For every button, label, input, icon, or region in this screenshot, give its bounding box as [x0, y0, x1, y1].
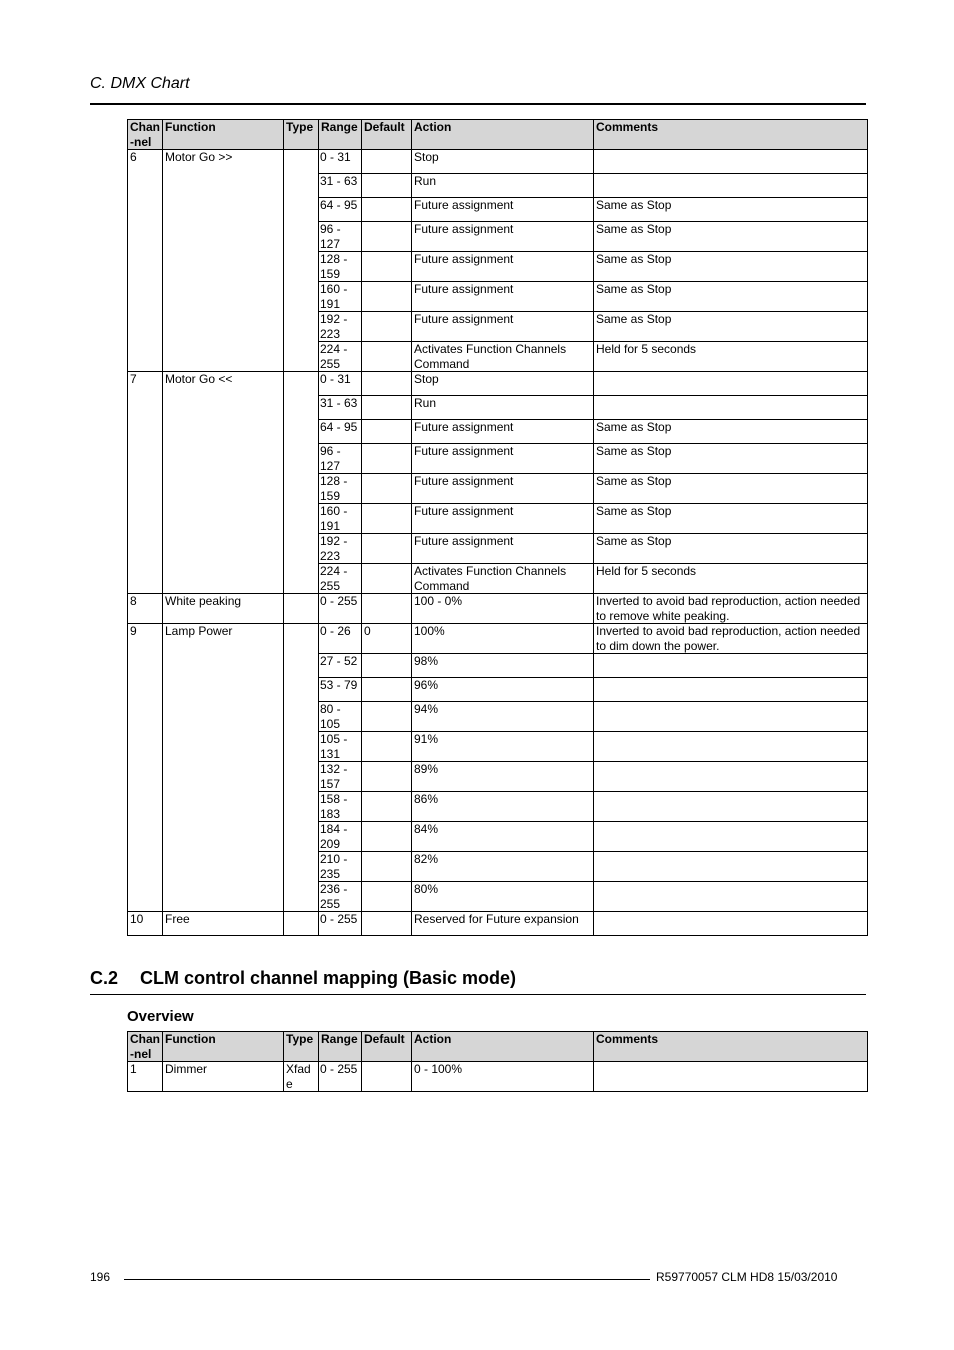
cell-comments: Inverted to avoid bad reproduction, action needed to dim down the power. — [594, 624, 868, 654]
cell-action: Activates Function Channels Command — [412, 564, 594, 594]
cell-action: 98% — [412, 654, 594, 678]
cell-range: 158 - 183 — [319, 792, 362, 822]
header-function: Function — [163, 120, 284, 150]
cell-default — [362, 852, 412, 882]
cell-comments: Held for 5 seconds — [594, 564, 868, 594]
cell-action: Future assignment — [412, 222, 594, 252]
cell-default — [362, 678, 412, 702]
cell-default — [362, 372, 412, 396]
header-default: Default — [362, 120, 412, 150]
cell-action: Run — [412, 396, 594, 420]
cell-comments — [594, 396, 868, 420]
cell-range: 31 - 63 — [319, 174, 362, 198]
cell-comments — [594, 678, 868, 702]
cell-action: 100% — [412, 624, 594, 654]
cell-default — [362, 564, 412, 594]
cell-range: 128 - 159 — [319, 474, 362, 504]
overview-table — [127, 1031, 868, 1092]
cell-action: 96% — [412, 678, 594, 702]
cell-action: Run — [412, 174, 594, 198]
cell-default — [362, 702, 412, 732]
cell-action: 84% — [412, 822, 594, 852]
cell-action: Stop — [412, 372, 594, 396]
cell-comments: Same as Stop — [594, 474, 868, 504]
cell-range: 27 - 52 — [319, 654, 362, 678]
cell-comments — [594, 732, 868, 762]
cell-default — [362, 594, 412, 624]
cell-comments: Same as Stop — [594, 444, 868, 474]
cell-range: 0 - 31 — [319, 372, 362, 396]
cell-default — [362, 396, 412, 420]
cell-default — [362, 174, 412, 198]
cell-type: Xfade — [284, 1062, 319, 1092]
table-row — [128, 912, 868, 936]
cell-action: Future assignment — [412, 252, 594, 282]
cell-comments: Same as Stop — [594, 534, 868, 564]
header-action: Action — [412, 120, 594, 150]
cell-default — [362, 420, 412, 444]
cell-channel: 7 — [128, 372, 163, 594]
header-type: Type — [284, 1032, 319, 1062]
section-rule — [90, 994, 866, 995]
cell-action: Future assignment — [412, 534, 594, 564]
header-type: Type — [284, 120, 319, 150]
cell-range: 64 - 95 — [319, 198, 362, 222]
cell-range: 192 - 223 — [319, 312, 362, 342]
cell-comments: Same as Stop — [594, 504, 868, 534]
cell-comments — [594, 1062, 868, 1092]
cell-default — [362, 198, 412, 222]
cell-type — [284, 372, 319, 594]
cell-channel: 10 — [128, 912, 163, 936]
cell-range: 0 - 255 — [319, 912, 362, 936]
cell-comments: Same as Stop — [594, 252, 868, 282]
cell-range: 184 - 209 — [319, 822, 362, 852]
cell-comments — [594, 762, 868, 792]
cell-comments — [594, 822, 868, 852]
page-header-title: C. DMX Chart — [90, 75, 190, 92]
table-row — [128, 594, 868, 624]
cell-comments: Inverted to avoid bad reproduction, action needed to remove white peaking. — [594, 594, 868, 624]
cell-action: Future assignment — [412, 312, 594, 342]
header-comments: Comments — [594, 120, 868, 150]
cell-channel: 6 — [128, 150, 163, 372]
cell-range: 224 - 255 — [319, 564, 362, 594]
cell-default — [362, 282, 412, 312]
cell-range: 210 - 235 — [319, 852, 362, 882]
cell-default — [362, 150, 412, 174]
header-default: Default — [362, 1032, 412, 1062]
cell-function: Motor Go >> — [163, 150, 284, 372]
cell-function: Motor Go << — [163, 372, 284, 594]
cell-range: 96 - 127 — [319, 444, 362, 474]
cell-comments — [594, 702, 868, 732]
table-row — [128, 372, 868, 396]
cell-default — [362, 912, 412, 936]
cell-comments: Same as Stop — [594, 282, 868, 312]
cell-range: 160 - 191 — [319, 504, 362, 534]
cell-type — [284, 594, 319, 624]
cell-range: 0 - 255 — [319, 1062, 362, 1092]
cell-default — [362, 654, 412, 678]
cell-comments: Same as Stop — [594, 198, 868, 222]
cell-function: Dimmer — [163, 1062, 284, 1092]
cell-comments — [594, 150, 868, 174]
cell-range: 0 - 31 — [319, 150, 362, 174]
table-header-row — [128, 120, 868, 150]
cell-default — [362, 792, 412, 822]
cell-range: 80 - 105 — [319, 702, 362, 732]
section-title-text: CLM control channel mapping (Basic mode) — [140, 968, 517, 988]
cell-channel: 8 — [128, 594, 163, 624]
cell-default — [362, 534, 412, 564]
cell-range: 192 - 223 — [319, 534, 362, 564]
cell-default — [362, 312, 412, 342]
section-number: C.2 — [90, 968, 119, 988]
cell-action: Future assignment — [412, 504, 594, 534]
cell-default — [362, 474, 412, 504]
cell-default — [362, 222, 412, 252]
cell-range: 53 - 79 — [319, 678, 362, 702]
cell-action: 94% — [412, 702, 594, 732]
cell-action: Future assignment — [412, 282, 594, 312]
cell-range: 224 - 255 — [319, 342, 362, 372]
cell-action: Future assignment — [412, 198, 594, 222]
cell-default — [362, 732, 412, 762]
dmx-chart-table — [127, 119, 868, 936]
cell-default — [362, 504, 412, 534]
footer-rule — [124, 1279, 650, 1280]
cell-default — [362, 252, 412, 282]
table-row — [128, 624, 868, 654]
cell-range: 64 - 95 — [319, 420, 362, 444]
cell-range: 0 - 26 — [319, 624, 362, 654]
cell-action: 91% — [412, 732, 594, 762]
cell-type — [284, 912, 319, 936]
cell-comments — [594, 372, 868, 396]
cell-function: Lamp Power — [163, 624, 284, 912]
cell-action: Future assignment — [412, 474, 594, 504]
cell-comments — [594, 882, 868, 912]
subsection-title: Overview — [127, 1008, 194, 1025]
cell-range: 236 - 255 — [319, 882, 362, 912]
cell-action: Future assignment — [412, 420, 594, 444]
cell-action: 82% — [412, 852, 594, 882]
cell-default — [362, 882, 412, 912]
cell-comments: Same as Stop — [594, 420, 868, 444]
cell-action: 100 - 0% — [412, 594, 594, 624]
cell-comments: Same as Stop — [594, 222, 868, 252]
cell-range: 132 - 157 — [319, 762, 362, 792]
cell-action: 0 - 100% — [412, 1062, 594, 1092]
cell-comments — [594, 174, 868, 198]
cell-action: Future assignment — [412, 444, 594, 474]
cell-default — [362, 1062, 412, 1092]
cell-comments — [594, 792, 868, 822]
cell-action: Reserved for Future expansion — [412, 912, 594, 936]
footer-doc-info: R59770057 CLM HD8 15/03/2010 — [656, 1270, 838, 1284]
cell-channel: 9 — [128, 624, 163, 912]
header-rule — [90, 103, 866, 105]
header-channel: Chan-nel — [128, 120, 163, 150]
cell-action: 80% — [412, 882, 594, 912]
cell-range: 128 - 159 — [319, 252, 362, 282]
cell-comments: Same as Stop — [594, 312, 868, 342]
cell-range: 105 - 131 — [319, 732, 362, 762]
cell-action: 86% — [412, 792, 594, 822]
cell-comments — [594, 852, 868, 882]
table-row — [128, 150, 868, 174]
cell-default — [362, 342, 412, 372]
cell-comments — [594, 912, 868, 936]
table-row — [128, 1062, 868, 1092]
footer-page-number: 196 — [90, 1270, 111, 1284]
cell-action: Activates Function Channels Command — [412, 342, 594, 372]
header-range: Range — [319, 1032, 362, 1062]
header-function: Function — [163, 1032, 284, 1062]
header-channel: Chan-nel — [128, 1032, 163, 1062]
header-action: Action — [412, 1032, 594, 1062]
section-title — [90, 968, 516, 989]
cell-type — [284, 150, 319, 372]
cell-action: 89% — [412, 762, 594, 792]
header-range: Range — [319, 120, 362, 150]
cell-default — [362, 762, 412, 792]
cell-range: 0 - 255 — [319, 594, 362, 624]
cell-function: White peaking — [163, 594, 284, 624]
table-header-row — [128, 1032, 868, 1062]
cell-function: Free — [163, 912, 284, 936]
cell-type — [284, 624, 319, 912]
cell-comments: Held for 5 seconds — [594, 342, 868, 372]
cell-range: 160 - 191 — [319, 282, 362, 312]
cell-default: 0 — [362, 624, 412, 654]
cell-channel: 1 — [128, 1062, 163, 1092]
cell-range: 31 - 63 — [319, 396, 362, 420]
cell-action: Stop — [412, 150, 594, 174]
cell-default — [362, 444, 412, 474]
cell-comments — [594, 654, 868, 678]
cell-default — [362, 822, 412, 852]
cell-range: 96 - 127 — [319, 222, 362, 252]
header-comments: Comments — [594, 1032, 868, 1062]
